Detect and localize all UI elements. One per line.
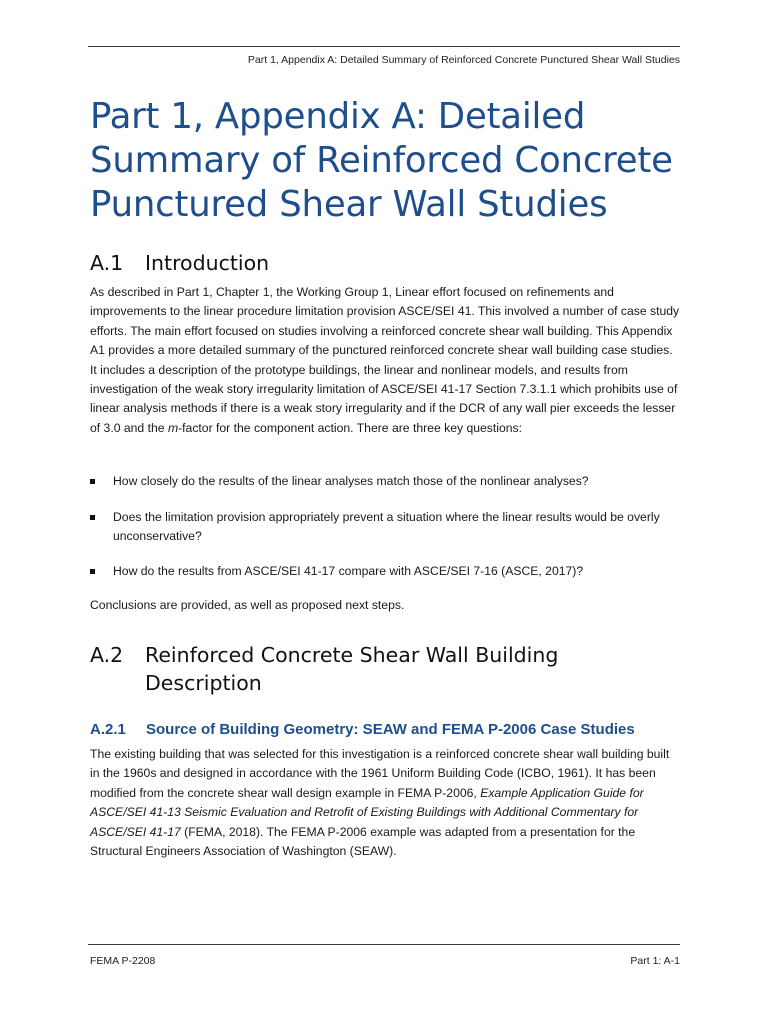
section-a1-heading [90,249,269,277]
section-a2-heading [90,641,558,697]
header-rule [88,46,680,47]
section-number: A.1 [90,251,124,275]
section-title [145,641,558,697]
bullet-marker [90,569,95,574]
section-title-line-2: Description [145,671,262,695]
intro-text-1: As described in Part 1, Chapter 1, the Working Group 1, Linear effort focused on refinements and improvements to the linear procedure limitation provision ASCE/SEI 41. This involved a number of case study efforts. The main effort focused on studies involving a reinforced concrete shear wall building. This Appendix A1 provides a more detailed summary of the punctured reinforced concrete shear wall building case studies. It includes a description of the prototype buildings, the linear and nonlinear models, and results from investigation of the weak story irregularity limitation of ASCE/SEI 41-17 Section 7.3.1.1 which prohibits use of linear analysis methods if there is a weak story irregularity and if the DCR of any wall pier exceeds the lesser of 3.0 and the [90,285,680,435]
list-item-text: How closely do the results of the linear analyses match those of the nonlinear analyses? [113,474,589,488]
list-item [90,508,680,547]
footer-left: FEMA P-2208 [90,955,156,967]
section-title: Introduction [145,251,270,275]
running-header: Part 1, Appendix A: Detailed Summary of Reinforced Concrete Punctured Shear Wall Studies [247,54,680,66]
bullet-marker [90,515,95,520]
conclusion-paragraph: Conclusions are provided, as well as proposed next steps. [90,598,405,612]
list-item [90,472,680,491]
geometry-text-italic: Example Application Guide for ASCE/SEI 41-13 Seismic Evaluation and Retrofit of Existing Buildings with Additional Commentary for ASCE/SEI 41-17 [90,785,644,839]
geometry-paragraph [90,745,680,861]
section-number: A.2 [90,643,124,667]
intro-text-italic: m [167,420,179,435]
intro-text-2: -factor for the component action. There are three key questions: [178,420,523,435]
section-title-line-1: Reinforced Concrete Shear Wall Building [145,643,559,667]
subsection-a21-heading [90,720,635,740]
footer-right: Part 1: A-1 [630,955,680,967]
footer-rule [88,944,680,945]
subsection-title: Source of Building Geometry: SEAW and FEMA P-2006 Case Studies [146,721,635,738]
title-line-3: Punctured Shear Wall Studies [90,184,608,225]
title-line-1: Part 1, Appendix A: Detailed [90,96,586,137]
list-item [90,562,680,581]
intro-paragraph [90,283,680,438]
geometry-text-2: (FEMA, 2018). The FEMA P-2006 example was adapted from a presentation for the Structural Engineers Association of Washington (SEAW). [90,824,636,859]
page-title [90,95,690,227]
bullet-marker [90,479,95,484]
subsection-number: A.2.1 [90,721,126,738]
list-item-text: Does the limitation provision appropriately prevent a situation where the linear results would be overly unconservative? [113,510,660,544]
list-item-text: How do the results from ASCE/SEI 41-17 compare with ASCE/SEI 7-16 (ASCE, 2017)? [113,564,584,578]
geometry-text-1: The existing building that was selected for this investigation is a reinforced concrete shear wall building built in the 1960s and designed in accordance with the 1961 Uniform Building Code (ICBO, 1961). It has been modified from the concrete shear wall design example in FEMA P-2006, [90,747,670,800]
title-line-2: Summary of Reinforced Concrete [90,140,673,181]
